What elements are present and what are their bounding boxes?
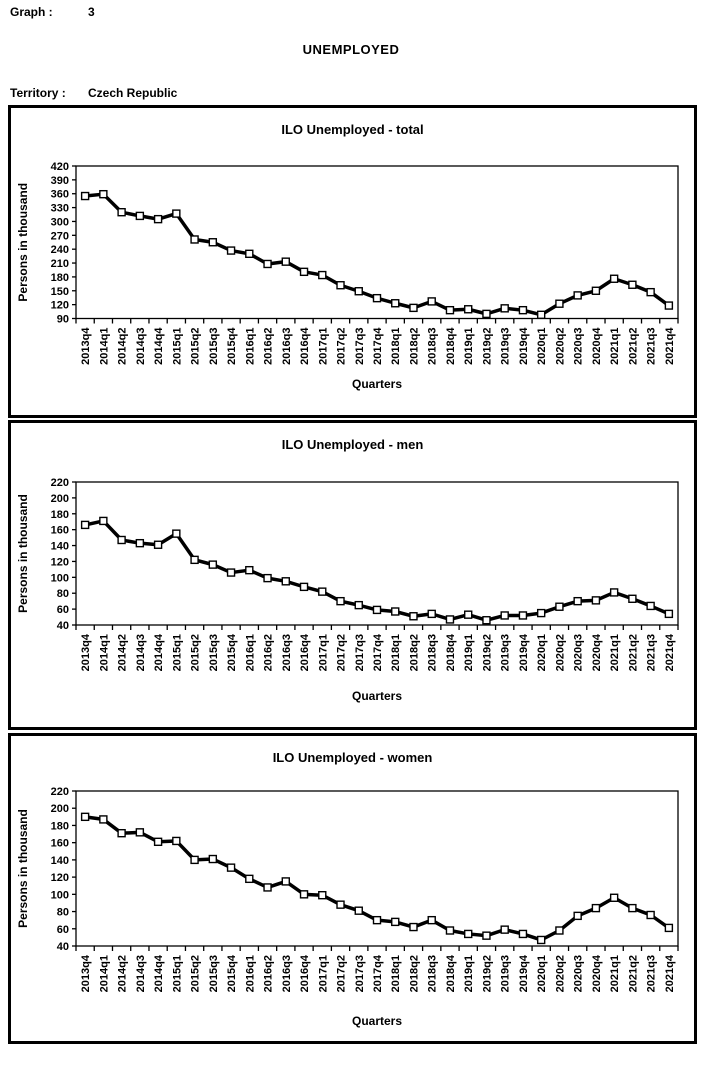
data-point-marker: [282, 578, 289, 585]
y-axis-tick-label: 390: [50, 174, 69, 187]
x-axis-tick-label: 2017q3: [353, 634, 366, 672]
data-point-marker: [392, 608, 399, 615]
data-point-marker: [228, 247, 235, 254]
data-point-marker: [264, 884, 271, 891]
data-point-marker: [136, 540, 143, 547]
data-point-marker: [556, 300, 563, 307]
x-axis-tick-label: 2020q4: [590, 955, 603, 993]
x-axis-tick-label: 2021q4: [663, 634, 676, 672]
y-axis-tick-label: 80: [56, 588, 69, 601]
y-axis-tick-label: 140: [50, 854, 69, 867]
data-point-marker: [228, 864, 235, 871]
x-axis-tick-label: 2019q2: [481, 634, 494, 672]
x-axis-tick-label: 2020q1: [536, 955, 549, 993]
y-axis-tick-label: 150: [50, 285, 69, 298]
data-point-marker: [428, 610, 435, 617]
data-point-marker: [374, 295, 381, 302]
x-axis-tick-label: 2018q4: [444, 327, 457, 365]
data-point-marker: [337, 901, 344, 908]
x-axis-tick-label: 2020q3: [572, 955, 585, 993]
data-point-marker: [501, 926, 508, 933]
x-axis-tick-label: 2015q2: [189, 955, 202, 993]
x-axis-tick-label: 2017q4: [372, 327, 384, 365]
x-axis-tick-label: 2016q3: [280, 634, 293, 672]
x-axis-tick-label: 2017q1: [317, 955, 330, 993]
data-point-marker: [337, 598, 344, 605]
x-axis-tick-label: 2013q4: [80, 634, 93, 672]
y-axis-tick-label: 200: [50, 492, 69, 505]
x-axis-tick-label: 2019q4: [517, 327, 530, 365]
data-point-marker: [246, 875, 253, 882]
x-axis-title: Quarters: [351, 377, 403, 391]
x-axis-tick-label: 2017q4: [372, 955, 384, 993]
data-point-marker: [538, 610, 545, 617]
chart-title-women: ILO Unemployed - women: [272, 750, 433, 765]
data-point-marker: [574, 912, 581, 919]
y-axis-tick-label: 240: [50, 244, 69, 257]
data-point-marker: [319, 892, 326, 899]
y-axis-tick-label: 40: [56, 941, 69, 953]
x-axis-tick-label: 2019q2: [481, 327, 494, 365]
chart-title-men: ILO Unemployed - men: [281, 437, 424, 452]
x-axis-tick-label: 2015q2: [189, 327, 202, 365]
x-axis-tick-label: 2015q1: [171, 327, 184, 365]
data-point-marker: [155, 541, 162, 548]
x-axis-tick-label: 2021q3: [645, 955, 658, 993]
data-point-marker: [246, 250, 253, 257]
data-point-marker: [592, 597, 599, 604]
data-point-marker: [136, 212, 143, 219]
x-axis-tick-label: 2020q3: [572, 327, 585, 365]
data-point-marker: [501, 305, 508, 312]
data-point-marker: [519, 612, 526, 619]
x-axis-tick-label: 2014q2: [116, 327, 129, 365]
x-axis-tick-label: 2021q1: [609, 327, 622, 365]
x-axis-tick-label: 2020q2: [554, 634, 567, 672]
data-point-marker: [100, 517, 107, 524]
data-point-marker: [392, 918, 399, 925]
graph-label: Graph :: [10, 5, 53, 19]
x-axis-tick-label: 2020q4: [590, 634, 603, 672]
chart-plot-women: [11, 784, 694, 1041]
y-axis-tick-label: 220: [50, 477, 69, 489]
territory-row: [10, 86, 178, 100]
data-point-marker: [483, 617, 490, 624]
data-point-marker: [173, 530, 180, 537]
chart-frame-men: [8, 420, 697, 730]
chart-plot-men: [11, 471, 694, 727]
x-axis-tick-label: 2020q2: [554, 327, 567, 365]
data-point-marker: [282, 258, 289, 265]
data-point-marker: [410, 613, 417, 620]
x-axis-tick-label: 2016q3: [280, 327, 293, 365]
y-axis-title: Persons in thousand: [16, 182, 30, 302]
x-axis-tick-label: 2019q2: [481, 955, 494, 993]
data-point-marker: [647, 912, 654, 919]
x-axis-tick-label: 2016q2: [262, 634, 275, 672]
x-axis-tick-label: 2019q3: [499, 634, 512, 672]
data-point-marker: [446, 927, 453, 934]
x-axis-tick-label: 2017q1: [317, 634, 330, 672]
chart-plot-total: [11, 156, 694, 415]
y-axis-tick-label: 60: [56, 604, 69, 617]
y-axis-tick-label: 160: [50, 837, 69, 850]
y-axis-tick-label: 80: [56, 906, 69, 919]
x-axis-tick-label: 2016q1: [244, 327, 257, 365]
x-axis-tick-label: 2021q4: [663, 327, 676, 365]
y-axis-tick-label: 140: [50, 540, 69, 553]
x-axis-title: Quarters: [351, 689, 403, 703]
data-point-marker: [611, 894, 618, 901]
data-point-marker: [483, 932, 490, 939]
x-axis-title: Quarters: [351, 1014, 403, 1028]
x-axis-tick-label: 2019q1: [463, 327, 476, 365]
data-point-marker: [519, 307, 526, 314]
data-point-marker: [155, 216, 162, 223]
x-axis-tick-label: 2016q1: [244, 634, 257, 672]
x-axis-tick-label: 2015q1: [171, 634, 184, 672]
x-axis-tick-label: 2015q4: [226, 327, 239, 365]
data-point-marker: [118, 536, 125, 543]
data-point-marker: [574, 598, 581, 605]
plot-border: [76, 482, 678, 625]
y-axis-tick-label: 420: [50, 161, 69, 173]
data-point-marker: [392, 300, 399, 307]
x-axis-tick-label: 2020q4: [590, 327, 603, 365]
data-point-marker: [100, 191, 107, 198]
x-axis-tick-label: 2021q2: [627, 955, 640, 993]
y-axis-tick-label: 200: [50, 803, 69, 816]
x-axis-tick-label: 2019q4: [517, 634, 530, 672]
x-axis-tick-label: 2019q1: [463, 634, 476, 672]
data-point-marker: [446, 616, 453, 623]
x-axis-tick-label: 2021q2: [627, 327, 640, 365]
x-axis-tick-label: 2020q3: [572, 634, 585, 672]
data-point-marker: [209, 561, 216, 568]
data-point-marker: [629, 905, 636, 912]
x-axis-tick-label: 2018q2: [408, 634, 421, 672]
data-point-marker: [155, 838, 162, 845]
x-axis-tick-label: 2016q2: [262, 327, 275, 365]
chart-title-total: ILO Unemployed - total: [281, 122, 424, 137]
data-point-marker: [100, 816, 107, 823]
y-axis-tick-label: 220: [50, 786, 69, 798]
data-point-marker: [337, 282, 344, 289]
data-point-marker: [556, 603, 563, 610]
data-point-marker: [173, 837, 180, 844]
data-point-marker: [82, 813, 89, 820]
x-axis-tick-label: 2014q4: [153, 955, 166, 993]
x-axis-tick-label: 2018q1: [390, 634, 403, 672]
data-point-marker: [136, 829, 143, 836]
x-axis-tick-label: 2015q4: [226, 634, 239, 672]
data-point-marker: [538, 311, 545, 318]
x-axis-tick-label: 2018q1: [390, 327, 403, 365]
x-axis-tick-label: 2016q2: [262, 955, 275, 993]
data-point-marker: [301, 268, 308, 275]
x-axis-tick-label: 2015q1: [171, 955, 184, 993]
x-axis-tick-label: 2018q3: [426, 327, 439, 365]
data-point-marker: [191, 856, 198, 863]
y-axis-tick-label: 60: [56, 923, 69, 936]
graph-number-row: [10, 5, 95, 19]
data-point-marker: [410, 304, 417, 311]
y-axis-tick-label: 120: [50, 299, 69, 312]
data-point-marker: [264, 575, 271, 582]
y-axis-title: Persons in thousand: [16, 809, 30, 928]
data-point-marker: [446, 307, 453, 314]
y-axis-tick-label: 210: [50, 258, 69, 271]
data-point-marker: [428, 298, 435, 305]
data-point-marker: [629, 595, 636, 602]
x-axis-tick-label: 2014q3: [134, 327, 147, 365]
data-point-marker: [355, 288, 362, 295]
graph-number: 3: [88, 5, 95, 19]
x-axis-tick-label: 2019q3: [499, 327, 512, 365]
y-axis-tick-label: 270: [50, 230, 69, 243]
x-axis-tick-label: 2021q2: [627, 634, 640, 672]
x-axis-tick-label: 2018q4: [444, 634, 457, 672]
y-axis-tick-label: 360: [50, 188, 69, 201]
x-axis-tick-label: 2018q2: [408, 327, 421, 365]
data-point-marker: [592, 287, 599, 294]
y-axis-tick-label: 300: [50, 216, 69, 229]
data-point-marker: [301, 891, 308, 898]
data-point-marker: [629, 281, 636, 288]
data-point-marker: [465, 930, 472, 937]
data-point-marker: [191, 236, 198, 243]
x-axis-tick-label: 2020q2: [554, 955, 567, 993]
data-point-marker: [355, 602, 362, 609]
x-axis-tick-label: 2021q3: [645, 327, 658, 365]
x-axis-tick-label: 2016q4: [299, 955, 312, 993]
data-point-marker: [118, 830, 125, 837]
x-axis-tick-label: 2017q2: [335, 327, 348, 365]
data-point-marker: [592, 905, 599, 912]
x-axis-tick-label: 2016q1: [244, 955, 257, 993]
x-axis-tick-label: 2013q4: [80, 327, 93, 365]
x-axis-tick-label: 2014q4: [153, 634, 166, 672]
data-point-marker: [374, 917, 381, 924]
x-axis-tick-label: 2017q4: [372, 634, 384, 672]
x-axis-tick-label: 2016q4: [299, 634, 312, 672]
x-axis-tick-label: 2018q3: [426, 955, 439, 993]
data-point-marker: [665, 610, 672, 617]
data-point-marker: [209, 239, 216, 246]
y-axis-tick-label: 40: [56, 620, 69, 632]
data-point-marker: [82, 521, 89, 528]
data-point-marker: [410, 924, 417, 931]
x-axis-tick-label: 2020q1: [536, 327, 549, 365]
data-point-marker: [191, 556, 198, 563]
y-axis-tick-label: 100: [50, 889, 69, 902]
x-axis-tick-label: 2020q1: [536, 634, 549, 672]
x-axis-tick-label: 2014q1: [98, 634, 111, 672]
x-axis-tick-label: 2017q3: [353, 327, 366, 365]
data-point-marker: [647, 289, 654, 296]
x-axis-tick-label: 2021q1: [609, 955, 622, 993]
x-axis-tick-label: 2014q1: [98, 955, 111, 993]
x-axis-tick-label: 2021q4: [663, 955, 676, 993]
data-point-marker: [665, 924, 672, 931]
y-axis-tick-label: 120: [50, 872, 69, 885]
data-point-marker: [282, 878, 289, 885]
x-axis-tick-label: 2018q3: [426, 634, 439, 672]
data-point-marker: [82, 193, 89, 200]
x-axis-tick-label: 2015q3: [207, 634, 220, 672]
data-point-marker: [319, 272, 326, 279]
x-axis-tick-label: 2017q2: [335, 634, 348, 672]
data-point-marker: [647, 602, 654, 609]
y-axis-tick-label: 100: [50, 572, 69, 585]
x-axis-tick-label: 2014q2: [116, 634, 129, 672]
y-axis-title: Persons in thousand: [16, 494, 30, 613]
x-axis-tick-label: 2016q4: [299, 327, 312, 365]
data-point-marker: [319, 588, 326, 595]
y-axis-tick-label: 330: [50, 202, 69, 215]
data-point-marker: [519, 930, 526, 937]
y-axis-tick-label: 180: [50, 271, 69, 284]
data-point-marker: [611, 275, 618, 282]
x-axis-tick-label: 2013q4: [80, 955, 93, 993]
x-axis-tick-label: 2015q4: [226, 955, 239, 993]
y-axis-tick-label: 180: [50, 508, 69, 521]
data-point-marker: [538, 936, 545, 943]
y-axis-tick-label: 120: [50, 556, 69, 569]
x-axis-tick-label: 2015q2: [189, 634, 202, 672]
x-axis-tick-label: 2014q1: [98, 327, 111, 365]
x-axis-tick-label: 2021q1: [609, 634, 622, 672]
data-point-marker: [264, 260, 271, 267]
x-axis-tick-label: 2019q1: [463, 955, 476, 993]
data-point-marker: [665, 302, 672, 309]
page-title: UNEMPLOYED: [302, 42, 400, 57]
x-axis-tick-label: 2015q3: [207, 955, 220, 993]
y-axis-tick-label: 90: [56, 313, 69, 326]
x-axis-tick-label: 2014q2: [116, 955, 129, 993]
y-axis-tick-label: 180: [50, 820, 69, 833]
data-point-marker: [173, 210, 180, 217]
data-point-marker: [209, 856, 216, 863]
x-axis-tick-label: 2017q1: [317, 327, 330, 365]
data-point-marker: [246, 567, 253, 574]
x-axis-tick-label: 2014q3: [134, 634, 147, 672]
chart-frame-total: [8, 105, 697, 418]
x-axis-tick-label: 2015q3: [207, 327, 220, 365]
data-point-marker: [301, 583, 308, 590]
x-axis-tick-label: 2019q3: [499, 955, 512, 993]
data-point-marker: [374, 606, 381, 613]
territory-label: Territory :: [10, 86, 66, 100]
x-axis-tick-label: 2014q4: [153, 327, 166, 365]
data-point-marker: [228, 569, 235, 576]
data-point-marker: [428, 917, 435, 924]
y-axis-tick-label: 160: [50, 524, 69, 537]
x-axis-tick-label: 2019q4: [517, 955, 530, 993]
x-axis-tick-label: 2017q2: [335, 955, 348, 993]
data-point-marker: [483, 310, 490, 317]
data-point-marker: [118, 209, 125, 216]
x-axis-tick-label: 2014q3: [134, 955, 147, 993]
chart-frame-women: [8, 733, 697, 1044]
x-axis-tick-label: 2016q3: [280, 955, 293, 993]
x-axis-tick-label: 2018q2: [408, 955, 421, 993]
data-point-marker: [465, 306, 472, 313]
data-point-marker: [355, 907, 362, 914]
data-point-marker: [556, 927, 563, 934]
x-axis-tick-label: 2018q1: [390, 955, 403, 993]
x-axis-tick-label: 2017q3: [353, 955, 366, 993]
data-point-marker: [574, 292, 581, 299]
territory-value: Czech Republic: [88, 86, 178, 100]
data-point-marker: [465, 611, 472, 618]
data-point-marker: [611, 589, 618, 596]
data-point-marker: [501, 612, 508, 619]
x-axis-tick-label: 2021q3: [645, 634, 658, 672]
x-axis-tick-label: 2018q4: [444, 955, 457, 993]
